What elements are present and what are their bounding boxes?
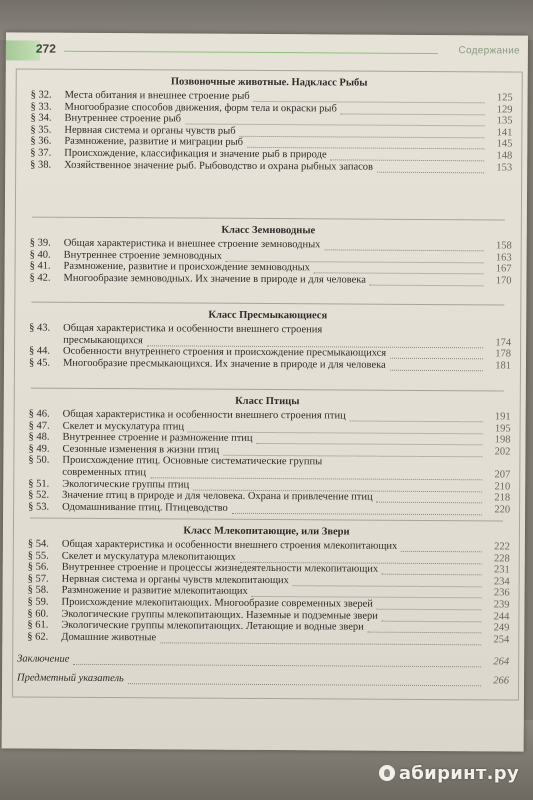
entry-number: § 40.: [29, 249, 51, 261]
entry-title: Хозяйственное значение рыб. Рыбоводство и охрана рыбных запасов: [64, 159, 374, 173]
entry-page: 244: [493, 610, 510, 623]
entry-title: Одомашнивание птиц. Птицеводство: [62, 501, 228, 514]
leader-dots: [232, 513, 482, 516]
toc-entry[interactable]: [28, 501, 510, 516]
entry-number: § 62.: [27, 631, 49, 643]
back-matter-title: Предметный указатель: [17, 672, 124, 685]
section-title: Класс Земноводные: [221, 224, 316, 237]
section-title: Позвоночные животные. Надкласс Рыбы: [170, 76, 368, 89]
entry-page: 210: [494, 480, 511, 493]
page-number-tab: [6, 40, 40, 60]
entry-page: 129: [496, 103, 513, 116]
entry-title: Размножение, развитие и происхождение земноводных: [63, 260, 310, 274]
entry-title: Особенности внутреннего строения и происхождение пресмыкающихся: [63, 345, 387, 359]
table-of-contents: [12, 68, 523, 700]
watermark: [379, 763, 519, 784]
entry-number: § 33.: [30, 101, 52, 113]
entry-page: 148: [496, 150, 513, 162]
entry-title: Происхождение млекопитающих. Многообразие современных зверей: [61, 596, 373, 610]
entry-number: § 32.: [30, 89, 52, 101]
entry-number: § 60.: [27, 608, 49, 620]
entry-title: Происхождение, классификация и значение рыб в природе: [64, 147, 327, 161]
entry-number: § 52.: [28, 489, 50, 501]
section-divider: [30, 518, 503, 522]
entry-page: 207: [494, 469, 511, 481]
entry-title: Многообразие земноводных. Их значение в природе и для человека: [63, 272, 366, 286]
back-matter-page: 266: [493, 675, 510, 687]
entry-title: Скелет и мускулатура млекопитающих: [61, 550, 236, 563]
entry-title: Нервная система и органы чувств млекопитающих: [61, 573, 289, 586]
entry-page: 222: [494, 541, 510, 553]
page-number: 272: [35, 41, 56, 56]
entry-number: § 55.: [27, 550, 49, 562]
entry-page: 174: [495, 336, 512, 349]
entry-title: Нервная система и органы чувств рыб: [64, 124, 236, 137]
entry-title: современных птиц: [62, 466, 147, 479]
entry-number: § 61.: [27, 619, 49, 631]
back-matter-page: 264: [493, 656, 510, 668]
entry-number: § 48.: [28, 431, 50, 443]
back-matter-entry[interactable]: [17, 653, 509, 668]
entry-number: § 38.: [30, 159, 52, 171]
entry-title: Значение птиц в природе и для человека. Охрана и привлечение птиц: [62, 489, 373, 503]
entry-number: § 45.: [28, 357, 51, 369]
entry-number: § 44.: [29, 345, 51, 357]
header-rule: [64, 51, 438, 54]
entry-page: 141: [496, 127, 513, 139]
entry-page: 202: [494, 446, 511, 458]
entry-number: § 36.: [30, 135, 52, 148]
running-head: Содержание: [458, 45, 520, 57]
entry-title: Скелет и мускулатура птиц: [62, 420, 185, 433]
entry-number: § 37.: [30, 147, 52, 159]
leader-dots: [160, 642, 481, 645]
entry-number: § 59.: [27, 596, 49, 608]
section-title: Класс Пресмыкающиеся: [208, 309, 328, 322]
entry-number: § 39.: [29, 237, 51, 249]
entry-number: § 34.: [30, 112, 52, 124]
entry-title: Многообразие способов движения, форм тела и окраски рыб: [64, 101, 337, 115]
entry-number: § 57.: [27, 573, 49, 585]
entry-page: 228: [494, 552, 510, 565]
entry-title: Внутреннее строение рыб: [64, 112, 182, 125]
back-matter-title: Заключение: [17, 653, 70, 665]
entry-page: 135: [496, 115, 513, 127]
entry-page: 153: [496, 161, 513, 174]
entry-title: Экологические группы птиц: [62, 478, 190, 491]
section-divider: [31, 388, 504, 392]
entry-title: Общая характеристика и особенности внешнего строения: [63, 322, 323, 336]
entry-page: 125: [496, 92, 513, 104]
entry-page: 158: [495, 240, 512, 252]
back-matter-entry[interactable]: [17, 672, 509, 687]
entry-page: 220: [494, 504, 511, 516]
section-divider: [32, 217, 505, 221]
entry-page: 170: [495, 275, 512, 287]
entry-number: § 43.: [29, 322, 51, 334]
entry-page: 145: [496, 138, 513, 150]
entry-number: § 53.: [28, 501, 50, 513]
leader-dots: [128, 683, 481, 686]
entry-number: § 54.: [27, 538, 49, 550]
leader-dots: [390, 370, 483, 372]
entry-title: Общая характеристика и внешнее строение земноводных: [63, 237, 321, 251]
entry-title: Домашние животные: [61, 631, 157, 644]
entry-title: Внутреннее строение и размножение птиц: [62, 431, 253, 445]
book-page: [2, 32, 528, 751]
entry-title: Внутреннее строение земноводных: [63, 249, 222, 262]
entry-number: § 47.: [28, 420, 50, 432]
toc-entry[interactable]: [29, 272, 511, 287]
entry-number: § 58.: [27, 584, 49, 597]
entry-title: Размножение, развитие и миграции рыб: [64, 136, 244, 149]
entry-number: § 42.: [29, 272, 51, 284]
entry-page: 178: [495, 348, 512, 360]
entry-number: § 41.: [29, 260, 51, 272]
entry-page: 198: [494, 434, 511, 446]
entry-page: 167: [495, 263, 512, 275]
leader-dots: [377, 171, 484, 173]
entry-number: § 35.: [30, 124, 52, 136]
labirint-logo-icon: [379, 765, 395, 781]
section-title: Класс Птицы: [235, 395, 300, 408]
entry-page: 191: [494, 411, 511, 423]
entry-title: Экологические группы млекопитающих. Наземные и подземные звери: [61, 608, 378, 622]
entry-page: 234: [493, 576, 510, 588]
entry-page: 195: [494, 422, 511, 435]
entry-number: § 56.: [27, 561, 49, 573]
entry-title: Многообразие пресмыкающихся. Их значение в природе и для человека: [62, 357, 386, 371]
entry-title: Сезонные изменения в жизни птиц: [62, 443, 220, 456]
leader-dots: [73, 664, 481, 667]
entry-title: Экологические группы млекопитающих. Летающие и водные звери: [61, 619, 364, 633]
entry-number: § 51.: [28, 478, 50, 490]
entry-page: 231: [493, 564, 510, 576]
entry-page: 218: [494, 492, 511, 504]
entry-page: 254: [493, 634, 510, 646]
entry-title: Происхождение птиц. Основные систематические группы: [62, 455, 323, 468]
toc-entry[interactable]: [27, 631, 509, 646]
entry-title: Места обитания и внешнее строение рыб: [64, 89, 250, 102]
entry-page: 236: [493, 587, 510, 599]
section-divider: [31, 302, 504, 306]
entry-page: 163: [495, 251, 512, 264]
toc-entry[interactable]: [29, 357, 511, 372]
entry-number: § 46.: [28, 408, 50, 420]
entry-title: Общая характеристика и особенности внешнего строения птиц: [62, 408, 346, 422]
entry-number: § 50.: [28, 454, 50, 467]
entry-page: 181: [495, 360, 512, 372]
section-title: Класс Млекопитающие, или Звери: [183, 525, 350, 538]
entry-title: Внутреннее строение и процессы жизнедеятельности млекопитающих: [61, 561, 379, 575]
entry-title: пресмыкающихся: [63, 334, 143, 346]
entry-title: Общая характеристика и особенности внешнего строения млекопитающих: [61, 538, 398, 552]
entry-number: § 49.: [28, 443, 50, 455]
entry-page: 249: [493, 622, 510, 634]
watermark-text: абиринт.ру: [398, 763, 519, 784]
toc-entry[interactable]: [30, 159, 512, 174]
entry-title: Размножение и развитие млекопитающих: [61, 585, 248, 598]
entry-page: 239: [493, 599, 510, 611]
leader-dots: [369, 284, 483, 286]
